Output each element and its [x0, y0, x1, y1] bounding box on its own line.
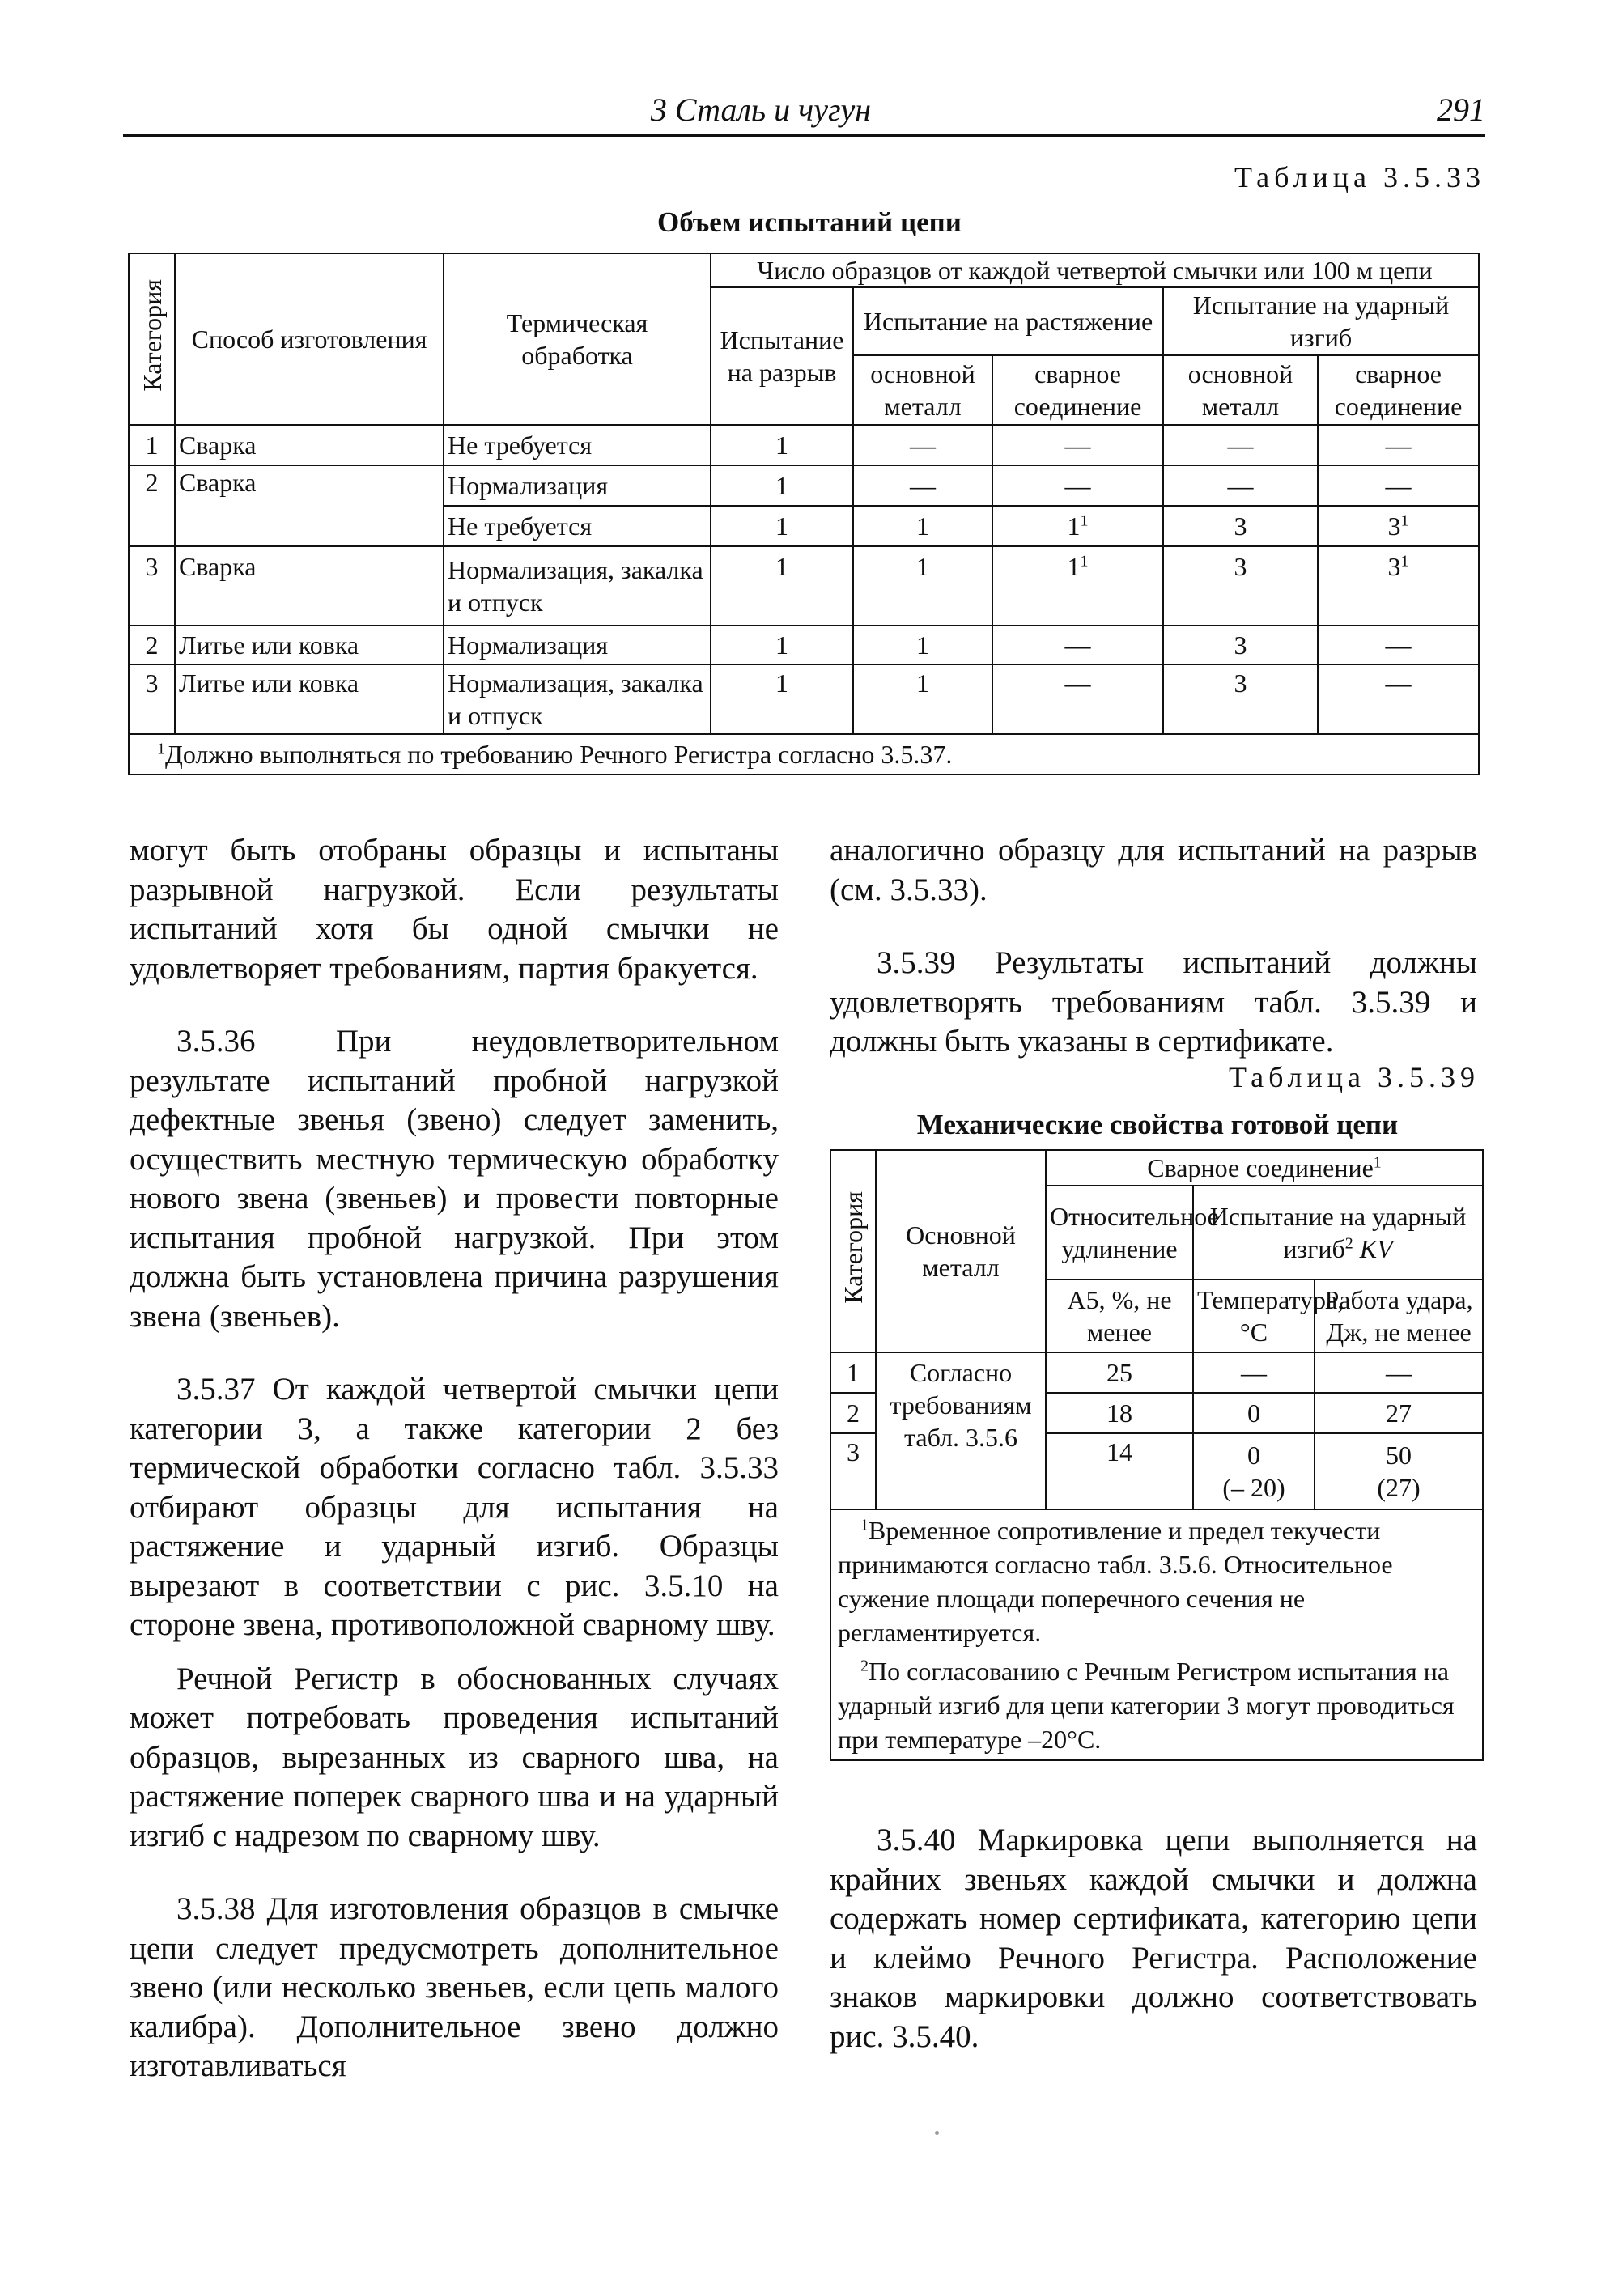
- page-number: 291: [1437, 91, 1485, 128]
- t1-cell-method: Литье или ковка: [175, 626, 444, 664]
- t2-cell-work: 27: [1315, 1393, 1483, 1433]
- right-column-bottom: [830, 1821, 1477, 2056]
- t1-cell-value: 1: [711, 546, 853, 626]
- table-row: [129, 465, 1479, 506]
- t1-cell-value: 1: [853, 546, 992, 626]
- paragraph-3-5-39: 3.5.39 Результаты испытаний должны удовлетворять требованиям табл. 3.5.39 и должны быть указаны в сертификате.: [830, 945, 1477, 1059]
- table-row: [129, 425, 1479, 465]
- t2-cell-temp: 0: [1193, 1393, 1315, 1433]
- t1-head-group: Число образцов от каждой четвертой смычки или 100 м цепи: [711, 253, 1479, 287]
- t1-cell-method: Сварка: [175, 546, 444, 626]
- t1-cell-treat: Нормализация: [444, 626, 711, 664]
- table-row: [129, 664, 1479, 734]
- table2-title: Механические свойства готовой цепи: [916, 1109, 1399, 1140]
- paragraph-3-5-37: 3.5.37 От каждой четвертой смычки цепи категории 3, а также категории 2 без термической обработки согласно табл. 3.5.33 отбирают образцы для испытания на растяжение и ударный изгиб. Образцы вырезают в соответствии с рис. 3.5.10 на стороне звена, противоположной сварному шву.: [130, 1372, 779, 1642]
- paragraph: могут быть отобраны образцы и испытаны разрывной нагрузкой. Если результаты испытаний хотя бы одной смычки не удовлетворяет требованиям, партия бракуется.: [130, 833, 779, 986]
- t1-cell-cat: 2: [129, 465, 175, 546]
- t2-head-elongation: Относительное удлинение: [1046, 1186, 1193, 1280]
- t1-cell-value: —: [853, 425, 992, 465]
- table2-notes: [830, 1509, 1483, 1760]
- t1-cell-treat: Нормализация, закалка и отпуск: [444, 546, 711, 626]
- paragraph: Речной Регистр в обоснованных случаях может потребовать проведения испытаний образцов, вырезанных из сварного шва, на растяжение поперек сварного шва и на ударный изгиб с надрезом по сварному шву.: [130, 1661, 779, 1853]
- t1-cell-value: 1: [711, 506, 853, 546]
- t1-cell-value: 1: [853, 506, 992, 546]
- t1-cell-method: Сварка: [175, 425, 444, 465]
- t1-cell-value: —: [1318, 664, 1479, 734]
- t1-cell-value: —: [992, 664, 1163, 734]
- t1-head-method: Способ изготовления: [175, 253, 444, 425]
- t2-head-category: Категория: [830, 1150, 876, 1352]
- t1-cell-value: 1: [711, 626, 853, 664]
- scan-speck: [935, 2131, 939, 2135]
- t2-head-weld: Сварное соединение$^1$: [1046, 1150, 1483, 1186]
- t2-head-impact: Испытание на ударный изгиб$^2$ KV: [1193, 1186, 1483, 1280]
- t1-cell-value: —: [853, 465, 992, 506]
- t1-cell-cat: 2: [129, 626, 175, 664]
- t1-cell-value: 1: [853, 664, 992, 734]
- header-rule: [123, 134, 1485, 137]
- t1-head-base1: основной металл: [853, 355, 992, 425]
- t2-cell-a5: 14: [1046, 1433, 1193, 1509]
- t2-cell-work: —: [1315, 1352, 1483, 1393]
- t1-head-weld2: сварное соединение: [1318, 355, 1479, 425]
- t2-head-base: Основной металл: [876, 1150, 1046, 1352]
- t2-cell-temp: —: [1193, 1352, 1315, 1393]
- table1: [128, 253, 1480, 775]
- t2-cell-work: 50 (27): [1315, 1433, 1483, 1509]
- table2-label: Таблица 3.5.39: [1229, 1061, 1480, 1093]
- t1-cell-cat: 1: [129, 425, 175, 465]
- t1-cell-value: 3: [1163, 626, 1318, 664]
- t1-cell-value: $1^1$: [992, 546, 1163, 626]
- t1-head-impact: Испытание на ударный изгиб: [1163, 287, 1479, 355]
- paragraph: аналогично образцу для испытаний на разрыв (см. 3.5.33).: [830, 833, 1477, 907]
- t1-cell-treat: Не требуется: [444, 425, 711, 465]
- table-row: [830, 1352, 1483, 1393]
- t1-cell-value: —: [992, 465, 1163, 506]
- t2-cell-base: Согласно требованиям табл. 3.5.6: [876, 1352, 1046, 1509]
- t1-cell-value: 1: [853, 626, 992, 664]
- table2-note-2: $^2$По согласованию с Речным Регистром испытания на ударный изгиб для цепи категории 3 могут проводиться при температуре –20°C.: [838, 1657, 1455, 1754]
- t1-cell-method: Сварка: [175, 465, 444, 546]
- table2: [830, 1149, 1484, 1761]
- t1-cell-value: $3^1$: [1318, 546, 1479, 626]
- t1-head-weld1: сварное соединение: [992, 355, 1163, 425]
- t1-cell-treat: Не требуется: [444, 506, 711, 546]
- t2-cell-cat: 1: [830, 1352, 876, 1393]
- t1-cell-value: —: [1163, 425, 1318, 465]
- paragraph-3-5-38: 3.5.38 Для изготовления образцов в смычке цепи следует предусмотреть дополнительное звено (или несколько звеньев, если цепь малого калибра). Дополнительное звено должно изготавливаться: [130, 1891, 779, 2083]
- t1-cell-value: $3^1$: [1318, 506, 1479, 546]
- t1-cell-value: 1: [711, 664, 853, 734]
- left-column: [130, 831, 779, 2086]
- t1-head-category: Категория: [129, 253, 175, 425]
- t1-cell-value: —: [1318, 425, 1479, 465]
- t2-cell-a5: 18: [1046, 1393, 1193, 1433]
- t1-cell-value: —: [992, 425, 1163, 465]
- table2-note-1: $^1$Временное сопротивление и предел текучести принимаются согласно табл. 3.5.6. Относительное сужение площади поперечного сечения не регламентируется.: [838, 1516, 1393, 1647]
- table1-label: Таблица 3.5.33: [1234, 161, 1485, 193]
- t1-cell-value: —: [1163, 465, 1318, 506]
- t1-cell-treat: Нормализация, закалка и отпуск: [444, 664, 711, 734]
- t1-head-rupture: Испытание на разрыв: [711, 287, 853, 425]
- t1-cell-value: $1^1$: [992, 506, 1163, 546]
- t1-cell-treat: Нормализация: [444, 465, 711, 506]
- table-row: [129, 626, 1479, 664]
- t1-cell-cat: 3: [129, 546, 175, 626]
- t1-cell-value: 3: [1163, 546, 1318, 626]
- t1-cell-value: 1: [711, 425, 853, 465]
- t1-cell-value: —: [992, 626, 1163, 664]
- running-header-title: 3 Сталь и чугун: [650, 91, 872, 128]
- t1-cell-value: 3: [1163, 664, 1318, 734]
- table1-footnote: $^1$Должно выполняться по требованию Речного Регистра согласно 3.5.37.: [129, 734, 1479, 775]
- t2-head-a5: A5, %, не менее: [1046, 1280, 1193, 1352]
- t1-cell-value: —: [1318, 465, 1479, 506]
- t2-head-work: Работа удара, Дж, не менее: [1315, 1280, 1483, 1352]
- t1-cell-value: 1: [711, 465, 853, 506]
- t2-head-temp: Температура, °C: [1193, 1280, 1315, 1352]
- t2-cell-cat: 2: [830, 1393, 876, 1433]
- t2-cell-a5: 25: [1046, 1352, 1193, 1393]
- t1-cell-value: 3: [1163, 506, 1318, 546]
- t1-head-treatment: Термическая обработка: [444, 253, 711, 425]
- t1-cell-cat: 3: [129, 664, 175, 734]
- paragraph-3-5-40: 3.5.40 Маркировка цепи выполняется на крайних звеньях каждой смычки и должна содержать номер сертификата, категорию цепи и клеймо Речного Регистра. Расположение знаков маркировки должно соответствовать рис. 3.5.40.: [830, 1823, 1477, 2054]
- right-column-top: [830, 831, 1477, 1062]
- t1-head-tension: Испытание на растяжение: [853, 287, 1163, 355]
- t1-cell-value: —: [1318, 626, 1479, 664]
- t1-cell-method: Литье или ковка: [175, 664, 444, 734]
- t2-cell-cat: 3: [830, 1433, 876, 1509]
- paragraph-3-5-36: 3.5.36 При неудовлетворительном результате испытаний пробной нагрузкой дефектные звенья (звено) следует заменить, осуществить местную термическую обработку нового звена (звеньев) и провести повторные испытания пробной нагрузкой. При этом должна быть установлена причина разрушения звена (звеньев).: [130, 1024, 779, 1334]
- table-row: [129, 546, 1479, 626]
- table1-title: Объем испытаний цепи: [657, 206, 962, 238]
- t2-cell-temp: 0 (– 20): [1193, 1433, 1315, 1509]
- t1-head-base2: основной металл: [1163, 355, 1318, 425]
